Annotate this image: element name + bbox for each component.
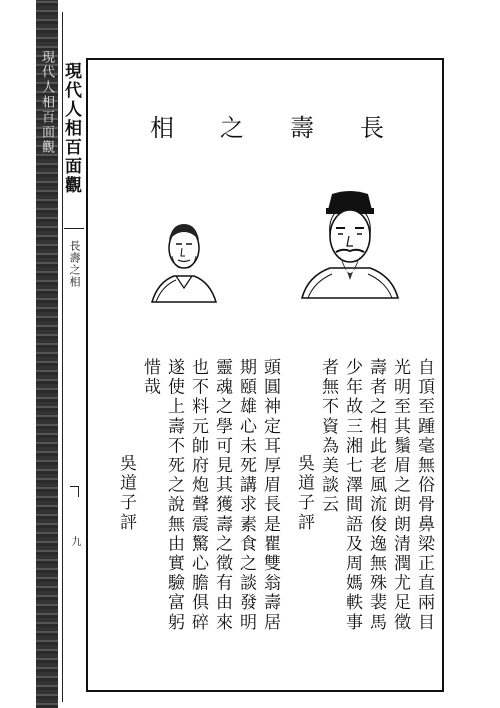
section-title: 長壽之相 (68, 240, 81, 288)
portrait-left (148, 210, 220, 306)
text-column: 頭圓神定耳厚眉長是瞿雙翁壽居 (260, 358, 280, 633)
book-title: 現代人相百面觀 (61, 62, 81, 195)
text-column: 靈魂之學可見其獲壽之徵有由來 (212, 358, 232, 633)
margin-mark (70, 486, 79, 497)
commentary-text (92, 358, 436, 658)
spine-title: 現代人相百面觀 (39, 50, 54, 155)
text-column: 自頂至踵毫無俗骨鼻梁正直兩目 (414, 358, 434, 633)
portrait-caption (150, 108, 390, 143)
page-number: 九 (69, 536, 80, 546)
text-column: 惜哉 (140, 358, 160, 398)
text-column: 光明至其鬚眉之朗朗清潤尤足徵 (390, 358, 410, 633)
caption-char: 之 (220, 114, 250, 142)
caption-char: 相 (150, 114, 180, 142)
text-column: 者無不資為美談云 (318, 358, 338, 515)
text-column: 少年故三湘七澤間語及周媽軼事 (342, 358, 362, 633)
column-gap (282, 358, 292, 658)
caption-char: 壽 (290, 114, 320, 142)
portrait-right (296, 190, 404, 300)
text-column: 壽者之相此老風流俊逸無殊裴馬 (366, 358, 386, 633)
signature-2: 吳道子評 (116, 454, 136, 533)
text-column: 遂使上壽不死之說無由實驗富躬 (164, 358, 184, 633)
caption-char: 長 (360, 114, 390, 142)
text-column: 也不料元帥府炮聲震驚心膽俱碎 (188, 358, 208, 633)
signature-1: 吳道子評 (294, 454, 314, 533)
text-column: 期頤雄心未死講求素食之談發明 (236, 358, 256, 633)
